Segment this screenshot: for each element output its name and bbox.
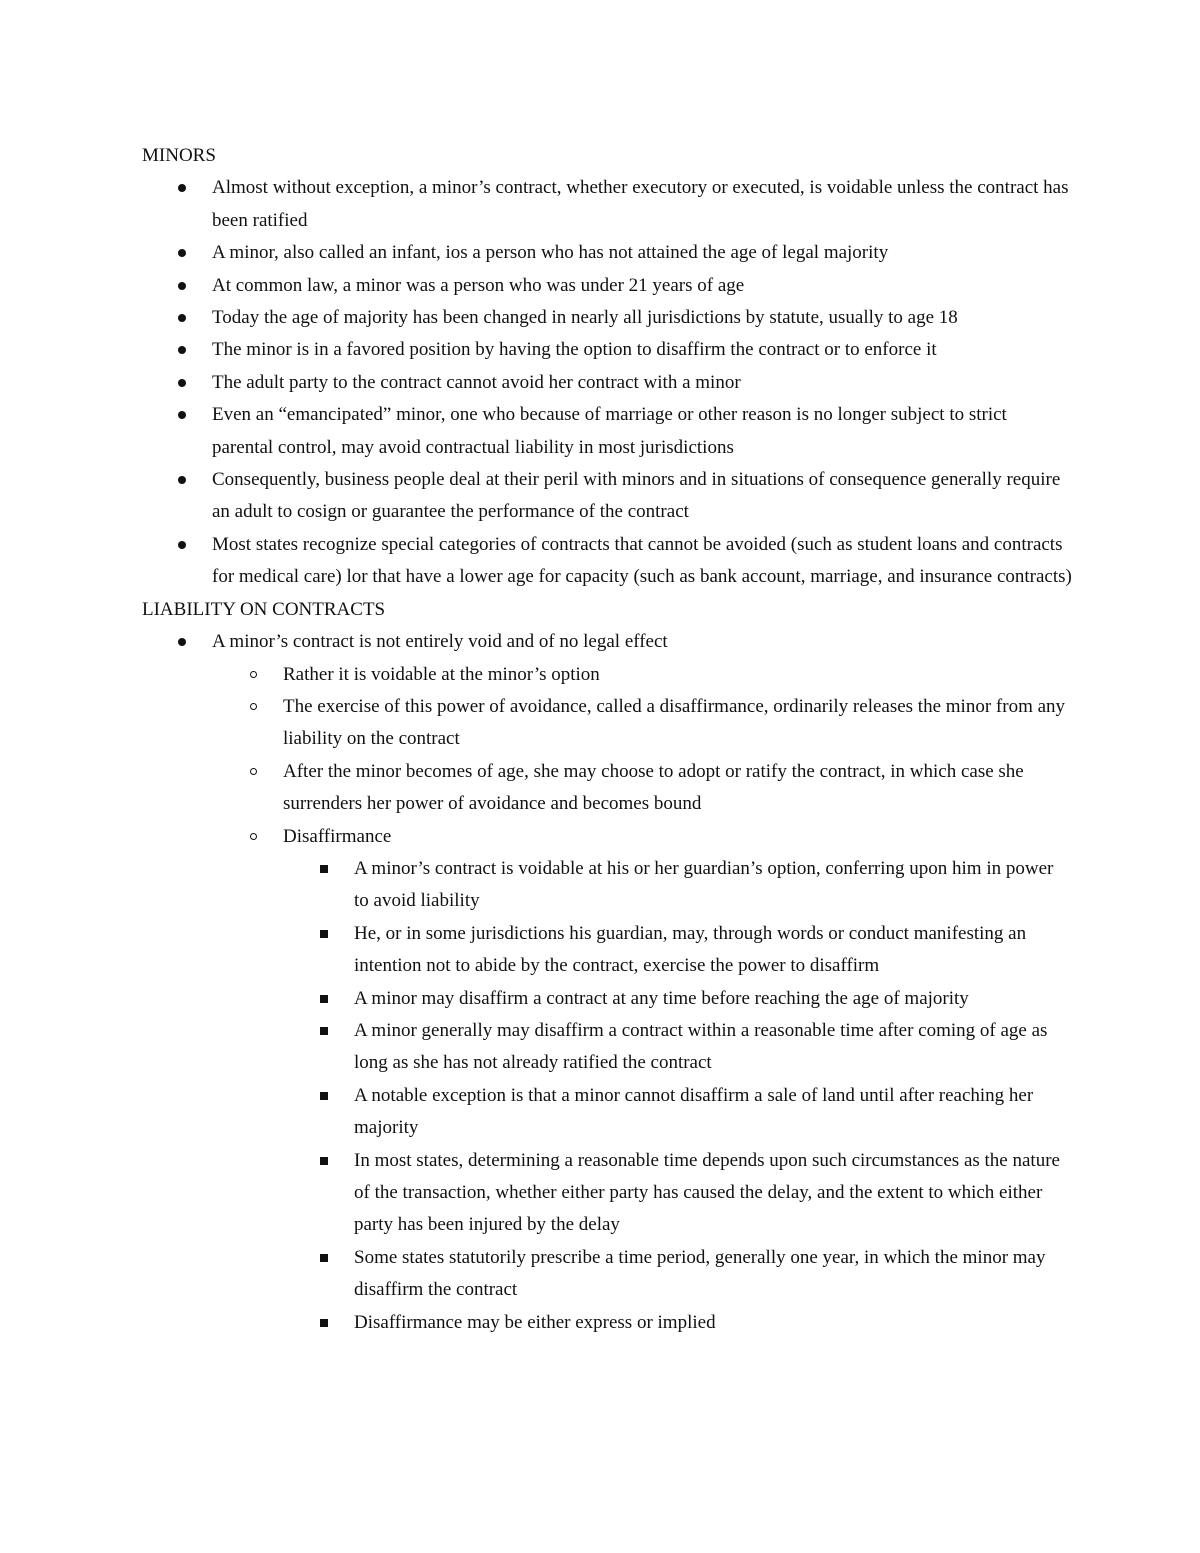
bullet-square-icon — [320, 1092, 328, 1100]
bullet-disc-icon — [178, 541, 186, 549]
list-item: A minor generally may disaffirm a contract within a reasonable time after coming of age as long as she has not already ratified the contract — [283, 1015, 1072, 1080]
list-item: The adult party to the contract cannot avoid her contract with a minor — [142, 367, 1072, 399]
bullet-square-icon — [320, 1027, 328, 1035]
list-item: A minor’s contract is voidable at his or her guardian’s option, conferring upon him in power to avoid liability — [283, 853, 1072, 918]
list-item: A notable exception is that a minor cannot disaffirm a sale of land until after reaching her majority — [283, 1080, 1072, 1145]
liability-sub-list — [212, 659, 1072, 1340]
list-item: At common law, a minor was a person who was under 21 years of age — [142, 270, 1072, 302]
bullet-disc-icon — [178, 411, 186, 419]
bullet-disc-icon — [178, 379, 186, 387]
list-item: Disaffirmance may be either express or implied — [283, 1307, 1072, 1339]
list-item: Consequently, business people deal at their peril with minors and in situations of consequence generally require an adult to cosign or guarantee the performance of the contract — [142, 464, 1072, 529]
bullet-disc-icon — [178, 282, 186, 290]
bullet-square-icon — [320, 995, 328, 1003]
document-content — [142, 140, 1072, 1339]
list-item: Today the age of majority has been changed in nearly all jurisdictions by statute, usually to age 18 — [142, 302, 1072, 334]
list-item: A minor’s contract is not entirely void and of no legal effect Rather it is voidable at the minor’s option The exercise of this power of avoidance, called a disaffirmance, ordinarily releases the minor from any liability on the contract After the minor becomes of age, she may choose to adopt or ratify the contract, in which case she surrenders her power of avoidance and becomes bound Disaffirmance A minor’s contract is voidable at his or her guardian’s option, conferring upon him in power to avoid liability He, or in some jurisdictions his guardian, may, through words or conduct manifesting an intention not to abide by the contract, exercise the power to disaffirm A minor may disaffirm a contract at any time before reaching the age of majority A minor generally may disaffirm a contract within a reasonable time after coming of age as long as she has not already ratified the contract A notable exception is that a minor cannot disaffirm a sale of land until after reaching her majority In most states, determining a reasonable time depends upon such circumstances as the nature of the transaction, whether either party has caused the delay, and the extent to which either party has been injured by the delay Some states statutorily prescribe a time period, generally one year, in which the minor may disaffirm the contract Disaffirmance may be either express or implied — [142, 626, 1072, 1339]
list-item: Some states statutorily prescribe a time period, generally one year, in which the minor may disaffirm the contract — [283, 1242, 1072, 1307]
bullet-circle-icon — [250, 671, 257, 678]
bullet-square-icon — [320, 1319, 328, 1327]
liability-bullet-list — [142, 626, 1072, 1339]
bullet-square-icon — [320, 1157, 328, 1165]
bullet-square-icon — [320, 930, 328, 938]
minors-bullet-list — [142, 172, 1072, 593]
section-heading-minors: MINORS — [142, 145, 216, 166]
bullet-circle-icon — [250, 703, 257, 710]
bullet-disc-icon — [178, 476, 186, 484]
disaffirmance-sub-list — [283, 853, 1072, 1339]
bullet-disc-icon — [178, 638, 186, 646]
bullet-disc-icon — [178, 314, 186, 322]
section-heading-liability: LIABILITY ON CONTRACTS — [142, 598, 386, 620]
list-item: Almost without exception, a minor’s contract, whether executory or executed, is voidable unless the contract has been ratified — [142, 172, 1072, 237]
list-item: A minor may disaffirm a contract at any time before reaching the age of majority — [283, 983, 1072, 1015]
list-item: Most states recognize special categories of contracts that cannot be avoided (such as student loans and contracts for medical care) lor that have a lower age for capacity (such as bank account, marriage, and insurance contracts) — [142, 529, 1072, 594]
bullet-square-icon — [320, 1254, 328, 1262]
list-item: The minor is in a favored position by having the option to disaffirm the contract or to enforce it — [142, 334, 1072, 366]
bullet-disc-icon — [178, 184, 186, 192]
list-item: Even an “emancipated” minor, one who because of marriage or other reason is no longer subject to strict parental control, may avoid contractual liability in most jurisdictions — [142, 399, 1072, 464]
list-item: After the minor becomes of age, she may choose to adopt or ratify the contract, in which case she surrenders her power of avoidance and becomes bound — [212, 756, 1072, 821]
list-item: He, or in some jurisdictions his guardian, may, through words or conduct manifesting an intention not to abide by the contract, exercise the power to disaffirm — [283, 918, 1072, 983]
list-item: The exercise of this power of avoidance, called a disaffirmance, ordinarily releases the minor from any liability on the contract — [212, 691, 1072, 756]
bullet-disc-icon — [178, 346, 186, 354]
list-item: In most states, determining a reasonable time depends upon such circumstances as the nature of the transaction, whether either party has caused the delay, and the extent to which either party has been injured by the delay — [283, 1145, 1072, 1242]
bullet-circle-icon — [250, 833, 257, 840]
bullet-square-icon — [320, 865, 328, 873]
bullet-circle-icon — [250, 768, 257, 775]
list-item: Rather it is voidable at the minor’s option — [212, 659, 1072, 691]
list-item: Disaffirmance A minor’s contract is voidable at his or her guardian’s option, conferring upon him in power to avoid liability He, or in some jurisdictions his guardian, may, through words or conduct manifesting an intention not to abide by the contract, exercise the power to disaffirm A minor may disaffirm a contract at any time before reaching the age of majority A minor generally may disaffirm a contract within a reasonable time after coming of age as long as she has not already ratified the contract A notable exception is that a minor cannot disaffirm a sale of land until after reaching her majority In most states, determining a reasonable time depends upon such circumstances as the nature of the transaction, whether either party has caused the delay, and the extent to which either party has been injured by the delay Some states statutorily prescribe a time period, generally one year, in which the minor may disaffirm the contract Disaffirmance may be either express or implied — [212, 821, 1072, 1340]
bullet-disc-icon — [178, 249, 186, 257]
list-item: A minor, also called an infant, ios a person who has not attained the age of legal majority — [142, 237, 1072, 269]
